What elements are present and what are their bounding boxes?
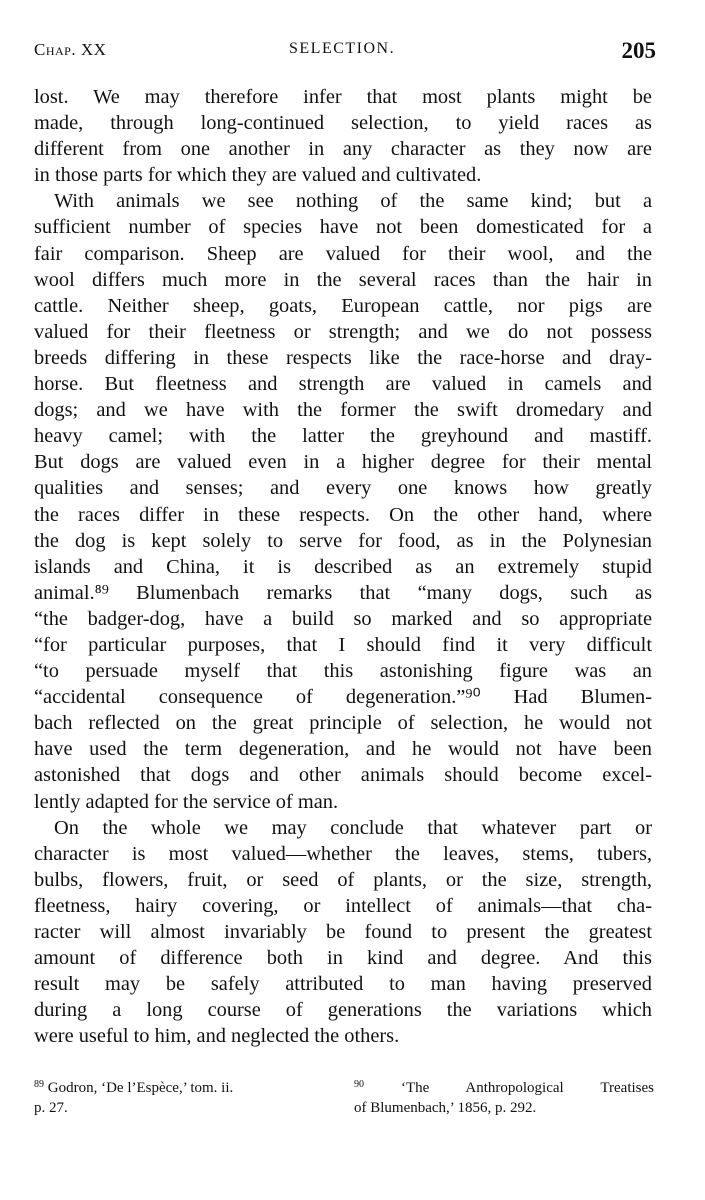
footnote-90-marker: 90 bbox=[354, 1079, 364, 1090]
text-line: dogs; and we have with the former the swift dromedary and bbox=[34, 399, 652, 422]
text-line: “for particular purposes, that I should find it very difficult bbox=[34, 633, 652, 656]
footnote-89-line-2: p. 27. bbox=[34, 1100, 68, 1116]
text-line: were useful to him, and neglected the others. bbox=[34, 1025, 400, 1048]
text-line: made, through long-continued selection, to yield races as bbox=[34, 112, 652, 135]
page-number: 205 bbox=[621, 38, 656, 63]
text-line: in those parts for which they are valued and cultivated. bbox=[34, 164, 482, 187]
text-line: character is most valued—whether the leaves, stems, tubers, bbox=[34, 842, 652, 865]
footnote-89-text-1: Godron, ‘De l’Espèce,’ tom. ii. bbox=[47, 1080, 234, 1096]
text-line: sufficient number of species have not been domesticated for a bbox=[34, 216, 652, 239]
text-line: cattle. Neither sheep, goats, European cattle, nor pigs are bbox=[34, 294, 652, 317]
chapter-label: Chap. XX bbox=[34, 40, 107, 59]
text-line: the dog is kept solely to serve for food, as in the Polynesian bbox=[34, 529, 652, 552]
text-line: lently adapted for the service of man. bbox=[34, 790, 339, 813]
text-line: islands and China, it is described as an extremely stupid bbox=[34, 555, 652, 578]
text-line: “accidental consequence of degeneration.”⁹⁰ Had Blumen- bbox=[34, 686, 652, 709]
running-title: SELECTION. bbox=[289, 40, 396, 57]
body-text bbox=[34, 84, 652, 1049]
footnote-89-line-1 bbox=[34, 1078, 334, 1098]
text-line: valued for their fleetness or strength; and we do not possess bbox=[34, 320, 652, 343]
text-line: the races differ in these respects. On the other hand, where bbox=[34, 503, 652, 526]
text-line: horse. But fleetness and strength are valued in camels and bbox=[34, 373, 652, 396]
text-line: result may be safely attributed to man having preserved bbox=[34, 973, 652, 996]
text-line: fleetness, hairy covering, or intellect of animals—that cha- bbox=[34, 894, 652, 917]
text-line: racter will almost invariably be found to present the greatest bbox=[34, 921, 652, 943]
footnote-90-text-1: ‘The Anthropological Treatises bbox=[400, 1080, 654, 1096]
text-line: “the badger-dog, have a build so marked and so appropriate bbox=[34, 607, 652, 630]
text-line: qualities and senses; and every one knows how greatly bbox=[34, 477, 652, 500]
text-line: On the whole we may conclude that whatever part or bbox=[54, 816, 652, 839]
text-line: have used the term degeneration, and he would not have been bbox=[34, 738, 652, 761]
text-line: fair comparison. Sheep are valued for their wool, and the bbox=[34, 242, 652, 265]
text-line: breeds differing in these respects like the race-horse and dray- bbox=[34, 346, 652, 369]
text-line: heavy camel; with the latter the greyhound and mastiff. bbox=[34, 425, 652, 448]
footnote-90-line-2: of Blumenbach,’ 1856, p. 292. bbox=[354, 1100, 537, 1116]
text-line: astonished that dogs and other animals should become excel- bbox=[34, 764, 652, 787]
text-line: animal.⁸⁹ Blumenbach remarks that “many dogs, such as bbox=[34, 581, 652, 604]
text-line: With animals we see nothing of the same kind; but a bbox=[54, 190, 652, 213]
footnote-90-line-1 bbox=[354, 1078, 654, 1098]
text-line: different from one another in any character as they now are bbox=[34, 138, 652, 161]
footnote-89 bbox=[34, 1078, 334, 1118]
text-line: bach reflected on the great principle of selection, he would not bbox=[34, 712, 652, 735]
page-header bbox=[34, 36, 656, 70]
text-line: during a long course of generations the variations which bbox=[34, 999, 652, 1022]
text-line: amount of difference both in kind and degree. And this bbox=[34, 947, 652, 970]
text-line: lost. We may therefore infer that most plants might be bbox=[34, 86, 652, 108]
footnote-90 bbox=[354, 1078, 654, 1118]
text-line: “to persuade myself that this astonishing figure was an bbox=[34, 660, 652, 683]
footnote-89-marker: 89 bbox=[34, 1079, 44, 1090]
text-line: But dogs are valued even in a higher degree for their mental bbox=[34, 451, 652, 474]
text-line: wool differs much more in the several races than the hair in bbox=[34, 268, 652, 291]
text-line: bulbs, flowers, fruit, or seed of plants, or the size, strength, bbox=[34, 868, 652, 891]
